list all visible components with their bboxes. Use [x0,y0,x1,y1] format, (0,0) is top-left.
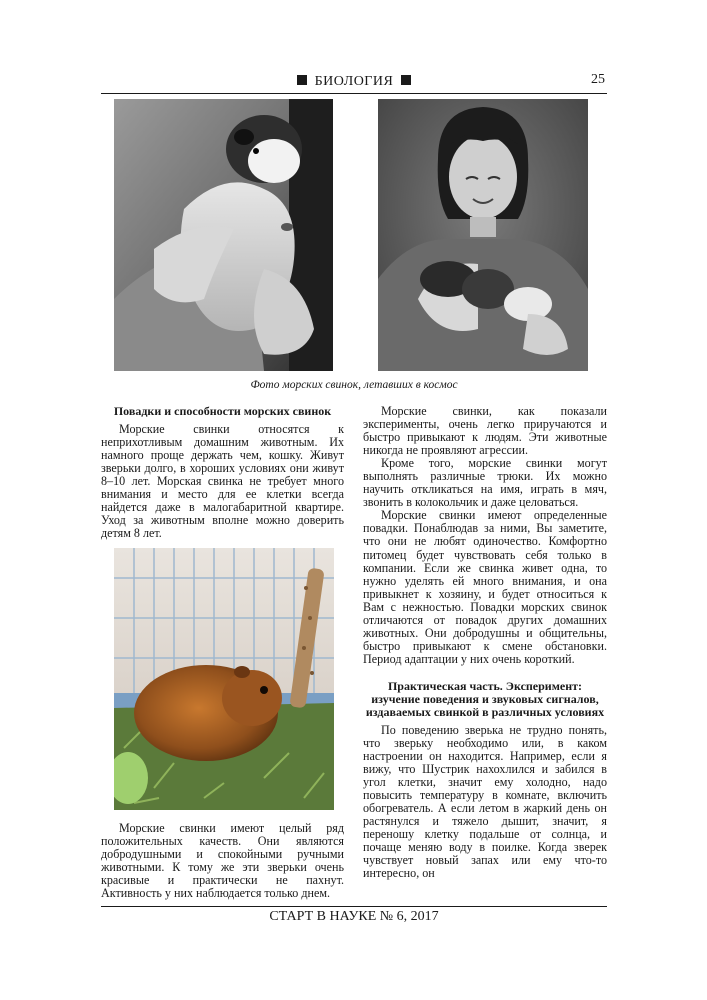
paragraph: Морские свинки имеют целый ряд положительных качеств. Они являются добродушными и спокойными ручными животными. К тому же эти зверьки очень красивые и практически не пахнут. Активность у них наблюдается только днем. [101,821,344,901]
section-title [101,74,607,90]
guinea-pig-in-hands-photo [114,99,333,371]
right-column [363,405,607,881]
paragraph: По поведению зверька не трудно понять, что зверьку необходимо или, в каком настроении он находится. Например, если я вижу, что Шустрик нахохлился и забился в угол клетки, значит ему холодно, надо повысить температуру в комнате, включить обогреватель. А если летом в жаркий день он растянулся и тяжело дышит, значит, я переношу клетку подальше от солнца, и почаще меняю воду в поилке. Когда зверек чувствует новый запах или ему что-то интересно, он [363,722,607,881]
paragraph: Морские свинки, как показали эксперименты, очень легко приручаются и быстро привыкают к людям. Эти животные никогда не проявляют агрессии. [363,404,607,458]
paragraph: Морские свинки имеют определенные повадки. Понаблюдав за ними, Вы заметите, что они не любят одиночество. Комфортно питомец будет чувствовать себя только в компании. Если же свинка живет одна, то нужно уделять ей много внимания, и она привыкнет к хозяину, и будет относиться к Вам с нежностью. Повадки морских свинок отличаются от повадок других домашних животных. Они добродушны и общительны, быстро привыкают к смене обстановки. Период адаптации у них очень короткий. [363,508,607,666]
photo-caption: Фото морских свинок, летавших в космос [250,379,458,391]
woman-with-guinea-pigs-photo [378,99,588,371]
footer-divider [101,906,607,907]
journal-footer: СТАРТ В НАУКЕ № 6, 2017 [269,909,439,924]
left-column-top [101,405,344,540]
paragraph: Кроме того, морские свинки могут выполнять различные трюки. Их можно научить откликаться на имя, играть в мяч, звонить в колокольчик и даже целоваться. [363,456,607,510]
running-header [101,72,607,94]
paragraph: Морские свинки относятся к неприхотливым домашним животным. Их намного проще держать чем, кошку. Живут зверьки долго, в хороших условиях они живут 8–10 лет. Морская свинка не требует много внимания и место для ее клетки всегда найдется даже в малогабаритной квартире. Уход за животным вполне можно доверить детям 8 лет. [101,422,344,541]
guinea-pig-in-cage-photo [114,548,334,810]
left-column-bottom [101,822,344,900]
section-heading: Практическая часть. Эксперимент: изучение поведения и звуковых сигналов, издаваемых свинкой в различных условиях [365,678,605,719]
square-bullet-icon [297,75,307,85]
header-divider [101,93,607,94]
page-number: 25 [591,72,605,87]
section-heading: Повадки и способности морских свинок [113,404,332,418]
square-bullet-icon [401,75,411,85]
section-name: БИОЛОГИЯ [314,74,394,89]
